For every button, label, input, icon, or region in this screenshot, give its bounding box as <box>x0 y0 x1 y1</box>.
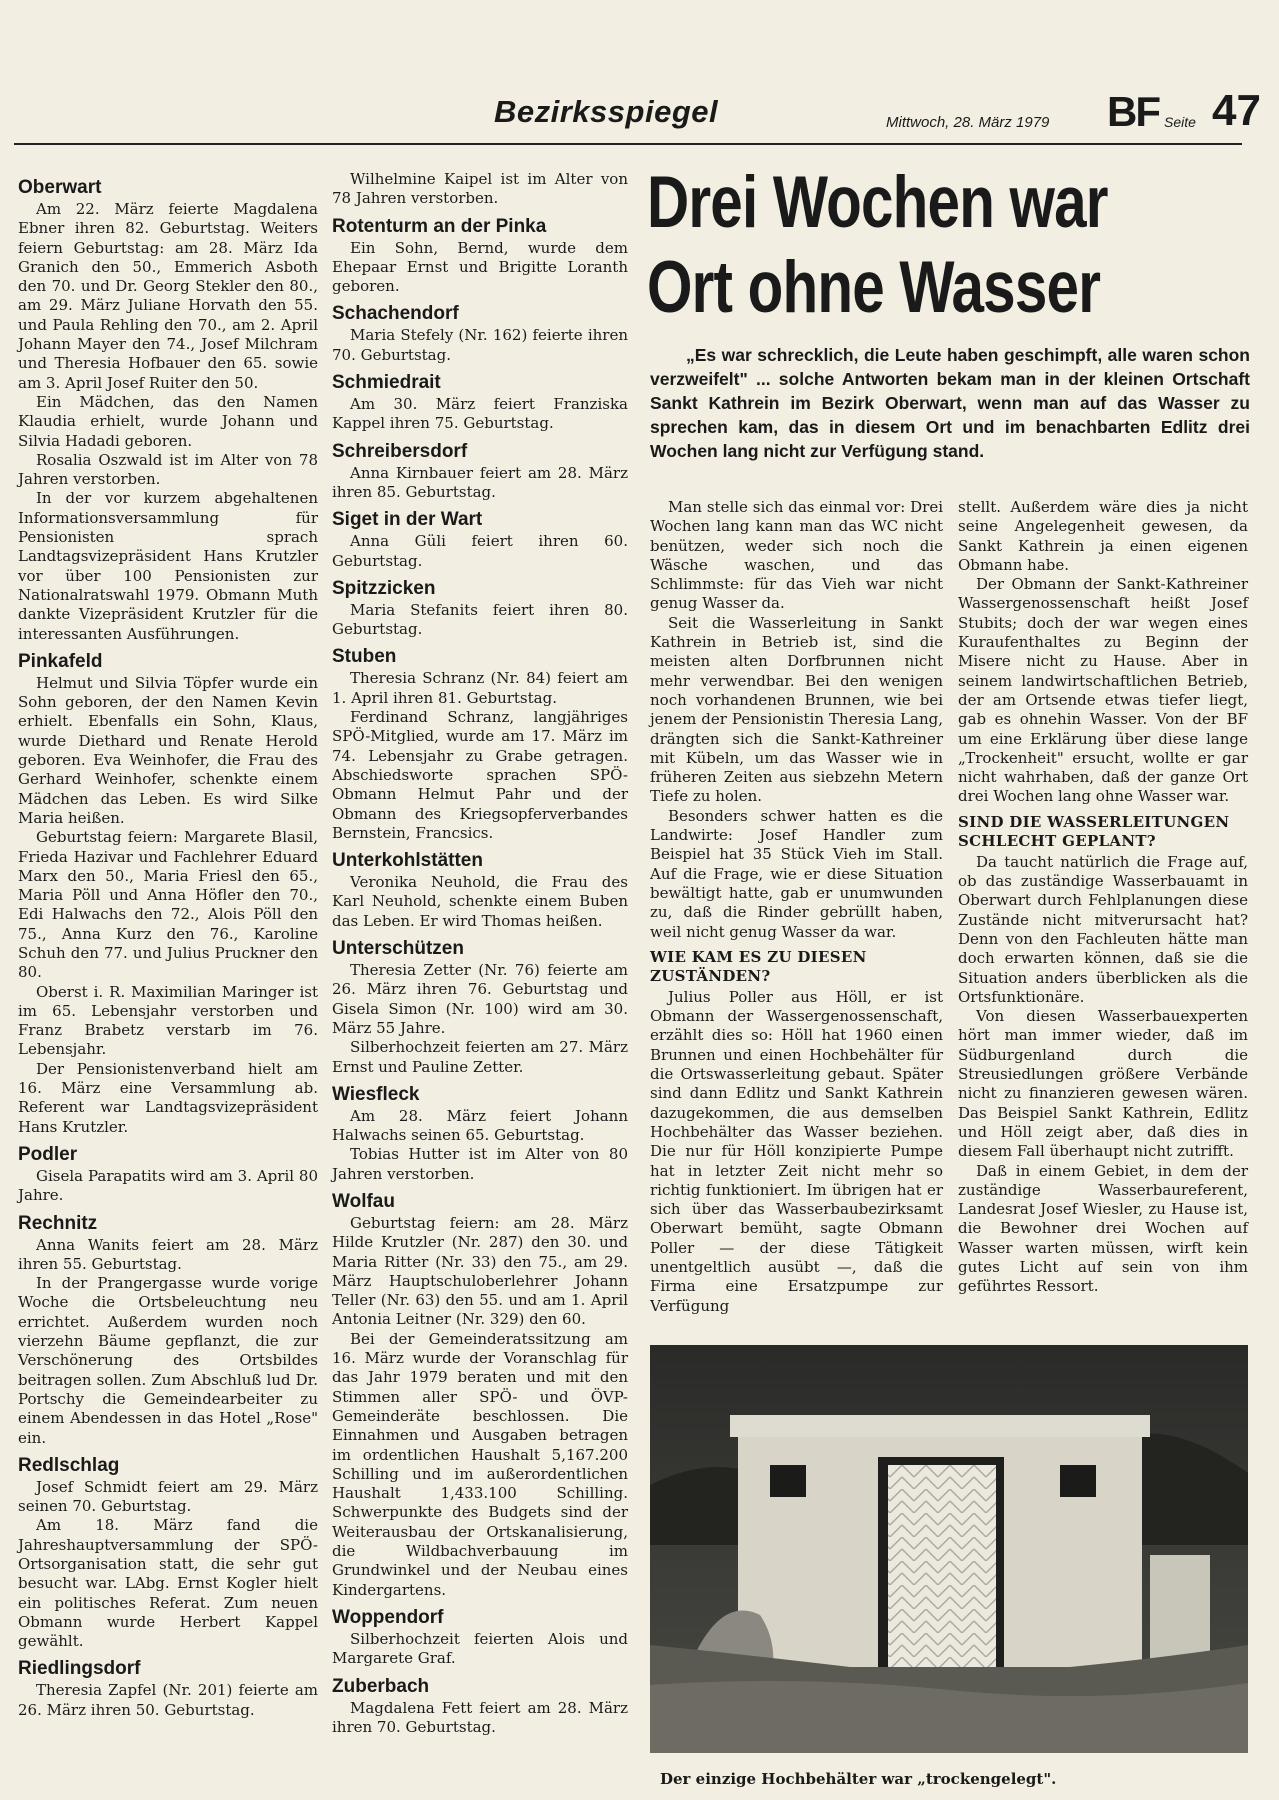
masthead-rule <box>14 143 1242 145</box>
news-paragraph: Ein Sohn, Bernd, wurde dem Ehepaar Ernst und Brigitte Loranth geboren. <box>332 238 628 296</box>
news-column-1 <box>18 170 318 1720</box>
news-column-2 <box>332 170 628 1737</box>
page-label: Seite <box>1164 114 1196 130</box>
photo-caption: Der einzige Hochbehälter war „trockengelegt". <box>660 1770 1057 1788</box>
article-lead: „Es war schrecklich, die Leute haben geschimpft, alle waren schon verzweifelt" ... solche Antworten bekam man in der kleinen Ortschaft Sankt Kathrein im Bezirk Oberwart, wenn man auf das Wasser zu sprechen kam, das in diesem Ort und im benachbarten Edlitz drei Wochen lang nicht zur Verfügung stand. <box>650 345 1250 461</box>
masthead <box>14 84 1261 144</box>
locality-heading: Oberwart <box>18 177 102 198</box>
news-paragraph: Maria Stefely (Nr. 162) feierte ihren 70. Geburtstag. <box>332 326 628 364</box>
news-paragraph: Am 22. März feierte Magdalena Ebner ihren 82. Geburtstag. Weiters feiern Geburtstag: am 28. März Ida Granich den 50., Emmerich Asboth den 70. und Dr. Georg Stekler den 80., am 29. März Juliane Horvath den 55. und Paula Rehling den 70., am 2. April Johann Mayer den 74., Josef Milchram und Theresia Hofbauer den 65. sowie am 3. April Josef Ruiter den 50. <box>18 200 318 392</box>
locality-heading: Spitzzicken <box>332 577 436 599</box>
locality-heading: Pinkafeld <box>18 650 103 672</box>
article-column-1 <box>650 498 943 1316</box>
article-paragraph: Von diesen Wasserbauexperten hört man immer wieder, daß im Südburgenland durch die Streusiedlungen größere Verbände nicht zu finanzieren gewesen wären. Das Beispiel Sankt Kathrein, Edlitz und Höll zeigt aber, daß dies in diesem Fall überhaupt nicht zutrifft. <box>958 1007 1248 1161</box>
water-tank-photo <box>650 1345 1248 1753</box>
news-paragraph: Anna Wanits feiert am 28. März ihren 55. Geburtstag. <box>18 1235 318 1273</box>
news-paragraph: Veronika Neuhold, die Frau des Karl Neuhold, schenkte einem Buben das Leben. Er wird Thomas heißen. <box>332 873 628 930</box>
headline-line-1: Drei Wochen war <box>647 162 1108 243</box>
article-paragraph: Da taucht natürlich die Frage auf, ob das zuständige Wasserbauamt in Oberwart durch Fehlplanungen diese Zustände nicht mitverursacht hat? Denn von den Fachleuten hätte man doch erwarten können, daß sie die Situation anders überblicken als die Ortsfunktionäre. <box>958 852 1248 1006</box>
locality-heading: Schmiedrait <box>332 372 441 394</box>
news-paragraph: Ferdinand Schranz, langjähriges SPÖ-Mitglied, wurde am 17. März im 74. Lebensjahr zu Grabe getragen. Abschiedsworte sprachen SPÖ-Obmann Helmut Pahr und der Obmann des Kriegsopferverbandes Bernstein, Francsics. <box>332 708 628 842</box>
news-paragraph: Oberst i. R. Maximilian Maringer ist im 65. Lebensjahr verstorben und Franz Brabetz verstarb im 76. Lebensjahr. <box>18 982 318 1059</box>
locality-heading: Unterschützen <box>332 938 464 960</box>
newspaper-logo: BF <box>1107 88 1159 135</box>
article-headline <box>647 160 1127 330</box>
news-paragraph: Bei der Gemeinderatssitzung am 16. März wurde der Voranschlag für das Jahr 1979 beraten und mit den Stimmen aller SPÖ- und ÖVP-Gemeinderäte beschlossen. Die Einnahmen und Ausgaben betragen im ordentlichen Haushalt 5,167.200 Schilling und im außerordentlichen Haushalt 1,433.100 Schilling. Schwerpunkte des Budgets sind der Weiterausbau der Ortskanalisierung, die Wildbachverbauung im Grundwinkel und der Neubau eines Kindergartens. <box>332 1329 628 1599</box>
news-paragraph: Gisela Parapatits wird am 3. April 80 Jahre. <box>18 1166 318 1205</box>
news-paragraph: Theresia Zetter (Nr. 76) feierte am 26. März ihren 76. Geburtstag und Gisela Simon (Nr. 100) wird am 30. März 55 Jahre. <box>332 961 628 1037</box>
news-paragraph: Am 18. März fand die Jahreshauptversammlung der SPÖ-Ortsorganisation statt, die sehr gut besucht war. LAbg. Ernst Kogler hielt ein politisches Referat. Zum neuen Obmann wurde Herbert Kappel gewählt. <box>18 1516 318 1651</box>
news-paragraph: Anna Güli feiert ihren 60. Geburtstag. <box>332 532 628 570</box>
news-paragraph: Helmut und Silvia Töpfer wurde ein Sohn geboren, der den Namen Kevin erhielt. Ebenfalls ein Sohn, Klaus, wurde Diethard und Renate Herold geboren. Eva Weinhofer, die Frau des Gerhard Weinhofer, schenkte einem Mädchen das Leben. Es wird Silke Maria heißen. <box>18 673 318 827</box>
article-paragraph: Daß in einem Gebiet, in dem der zuständige Wasserbaureferent, Landesrat Josef Wiesler, zu Hause ist, die Bewohner drei Wochen auf Wasser warten müssen, wirft kein gutes Licht auf sein von ihm geführtes Ressort. <box>958 1161 1248 1296</box>
article-subheading: SIND DIE WASSERLEITUNGEN SCHLECHT GEPLANT? <box>958 812 1230 850</box>
locality-heading: Woppendorf <box>332 1606 444 1628</box>
news-paragraph: Theresia Schranz (Nr. 84) feiert am 1. April ihren 81. Geburtstag. <box>332 669 628 707</box>
article-paragraph: Der Obmann der Sankt-Kathreiner Wassergenossenschaft heißt Josef Stubits; doch der war wegen eines Kuraufenthaltes zu Beginn der Misere nicht zu Hause. Aber in seinem landwirtschaftlichen Betrieb, der am Ortsende etwas tiefer liegt, gab es ohnehin Wasser. Von der BF um eine Erklärung über diese lange „Trockenheit" ersucht, wollte er gar nicht wahrhaben, daß der ganze Ort drei Wochen lang ohne Wasser war. <box>958 575 1248 806</box>
locality-heading: Unterkohlstätten <box>332 850 483 872</box>
locality-heading: Wolfau <box>332 1190 395 1212</box>
locality-heading: Rechnitz <box>18 1212 98 1234</box>
locality-heading: Rotenturm an der Pinka <box>332 215 547 237</box>
locality-heading: Wiesfleck <box>332 1083 420 1105</box>
news-paragraph: Der Pensionistenverband hielt am 16. März eine Versammlung ab. Referent war Landtagsvizepräsident Hans Krutzler. <box>18 1059 318 1136</box>
locality-heading: Schreibersdorf <box>332 440 468 462</box>
news-paragraph: Rosalia Oszwald ist im Alter von 78 Jahren verstorben. <box>18 450 318 489</box>
news-paragraph: Geburtstag feiern: Margarete Blasil, Frieda Hazivar und Fachlehrer Eduard Marx den 50., Maria Friesl den 65., Maria Pöll und Anna Höfler den 70., Edi Halwachs den 72., Alois Pöll den 75., Anna Kurz den 76., Karoline Schuh den 77. und Julius Pruckner den 80. <box>18 828 318 982</box>
news-paragraph: In der vor kurzem abgehaltenen Informationsversammlung für Pensionisten sprach Landtagsvizepräsident Hans Krutzler vor über 100 Pensionisten zur Nationalratswahl 1979. Obmann Muth dankte Vizepräsident Krutzler für die interessanten Ausführungen. <box>18 489 318 643</box>
article-paragraph: Julius Poller aus Höll, er ist Obmann der Wassergenossenschaft, erzählt dies so: Höll hat 1960 einen Brunnen und einen Hochbehälter für die Ortswasserleitung gebaut. Später sind dann Edlitz und Sankt Kathrein dazugekommen, die aus demselben Hochbehälter das Wasser beziehen. Die nur für Höll konzipierte Pumpe hat in letzter Zeit nicht mehr so richtig funktioniert. Im übrigen hat er sich über das Wasserbaubezirksamt Oberwart bemüht, sagte Obmann Poller — der diese Tätigkeit unentgeltlich ausübt —, daß die Firma eine Ersatzpumpe zur Verfügung <box>650 987 943 1315</box>
article-paragraph: stellt. Außerdem wäre dies ja nicht seine Angelegenheit gewesen, da Sankt Kathrein ja einen eigenen Obmann habe. <box>958 498 1248 574</box>
news-paragraph: Magdalena Fett feiert am 28. März ihren 70. Geburtstag. <box>332 1698 628 1736</box>
news-paragraph: Tobias Hutter ist im Alter von 80 Jahren verstorben. <box>332 1145 628 1183</box>
locality-heading: Stuben <box>332 646 397 668</box>
news-paragraph: Ein Mädchen, das den Namen Klaudia erhielt, wurde Johann und Silvia Hadadi geboren. <box>18 392 318 450</box>
news-paragraph: Silberhochzeit feierten Alois und Margarete Graf. <box>332 1629 628 1668</box>
news-paragraph: Silberhochzeit feierten am 27. März Ernst und Pauline Zetter. <box>332 1038 628 1076</box>
locality-heading: Schachendorf <box>332 303 459 325</box>
news-paragraph: Anna Kirnbauer feiert am 28. März ihren 85. Geburtstag. <box>332 463 628 501</box>
news-paragraph: Geburtstag feiern: am 28. März Hilde Krutzler (Nr. 287) den 30. und Maria Ritter (Nr. 33) den 75., am 29. März Hauptschuloberlehrer Johann Teller (Nr. 63) den 55. und am 1. April Antonia Leitner (Nr. 329) den 60. <box>332 1213 628 1329</box>
locality-heading: Zuberbach <box>332 1675 430 1697</box>
news-paragraph: Am 30. März feiert Franziska Kappel ihren 75. Geburtstag. <box>332 395 628 433</box>
news-paragraph: Theresia Zapfel (Nr. 201) feierte am 26. März ihren 50. Geburtstag. <box>18 1681 318 1719</box>
water-tank-illustration <box>650 1345 1248 1753</box>
locality-heading: Redlschlag <box>18 1454 120 1476</box>
news-paragraph: In der Prangergasse wurde vorige Woche die Ortsbeleuchtung neu errichtet. Außerdem wurden noch vierzehn Bäume gepflanzt, die zur Verschönerung des Ortsbildes beitragen sollen. Zum Abschluß lud Dr. Portschy die Gemeindearbeiter zu einem Abendessen in das Hotel „Rose" ein. <box>18 1274 318 1447</box>
section-title: Bezirksspiegel <box>494 94 719 129</box>
page-number: 47 <box>1212 86 1261 135</box>
news-paragraph: Wilhelmine Kaipel ist im Alter von 78 Jahren verstorben. <box>332 170 628 208</box>
article-paragraph: Besonders schwer hatten es die Landwirte: Josef Handler zum Beispiel hat 35 Stück Vieh im Stall. Auf die Frage, wie er diese Situation bewältigt hatte, gab er unumwunden zu, daß die Rinder gebrüllt haben, weil nicht genug Wasser da war. <box>650 806 943 941</box>
headline-line-2: Ort ohne Wasser <box>647 247 1101 328</box>
issue-date: Mittwoch, 28. März 1979 <box>886 114 1050 131</box>
news-paragraph: Josef Schmidt feiert am 29. März seinen 70. Geburtstag. <box>18 1477 318 1516</box>
news-paragraph: Maria Stefanits feiert ihren 80. Geburtstag. <box>332 600 628 639</box>
article-subheading: WIE KAM ES ZU DIESEN ZUSTÄNDEN? <box>650 947 867 985</box>
article-paragraph: Seit die Wasserleitung in Sankt Kathrein in Betrieb ist, sind die meisten alten Dorfbrunnen nicht mehr verwendbar. Bei den wenigen noch vorhandenen Brunnen, wie bei jenem der Pensionistin Theresia Lang, drängten sich die Sankt-Kathreiner mit Kübeln, um das Wasser wie in früheren Zeiten aus siebzehn Metern Tiefe zu holen. <box>650 613 943 806</box>
locality-heading: Podler <box>18 1143 78 1165</box>
locality-heading: Siget in der Wart <box>332 509 483 531</box>
locality-heading: Riedlingsdorf <box>18 1658 141 1680</box>
article-column-2 <box>958 498 1248 1297</box>
article-paragraph: Man stelle sich das einmal vor: Drei Wochen lang kann man das WC nicht benützen, weder sich noch die Wäsche waschen, und das Schlimmste: für das Vieh war nicht genug Wasser da. <box>650 498 943 613</box>
news-paragraph: Am 28. März feiert Johann Halwachs seinen 65. Geburtstag. <box>332 1106 628 1145</box>
